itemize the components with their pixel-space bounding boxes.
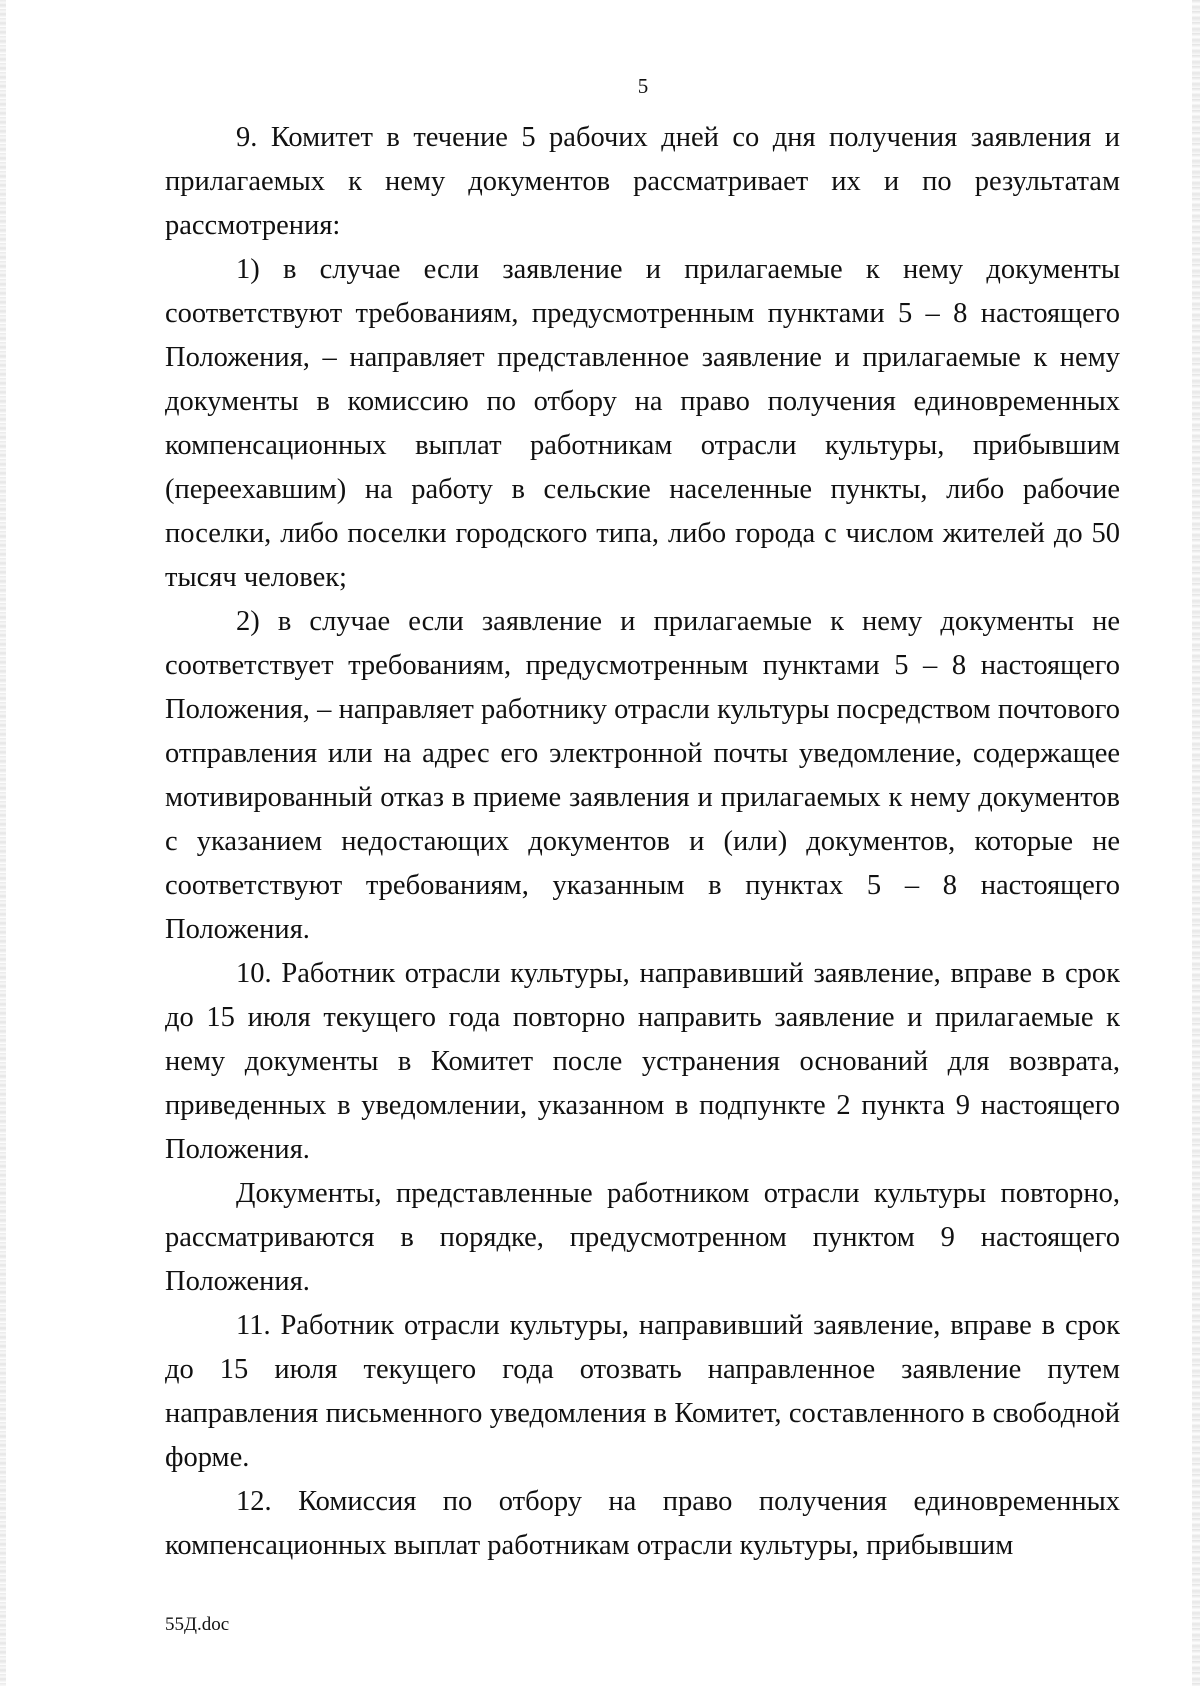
page-number: 5: [637, 74, 649, 98]
scan-edge-left: [0, 0, 6, 1686]
paragraph-9-subitem-1: 1) в случае если заявление и прилагаемые к нему документы соответствуют требованиям, предусмотренным пунктами 5 – 8 настоящего Положения, – направляет представленное заявление и прилагаемые к нему документы в комиссию по отбору на право получения единовременных компенсационных выплат работникам отрасли культуры, прибывшим (переехавшим) на работу в сельские населенные пункты, либо рабочие поселки, либо поселки городского типа, либо города с числом жителей до 50 тысяч человек;: [165, 254, 1120, 593]
document-body: [165, 116, 1120, 1568]
paragraph-10: 10. Работник отрасли культуры, направивший заявление, вправе в срок до 15 июля текущего года повторно направить заявление и прилагаемые к нему документы в Комитет после устранения оснований для возврата, приведенных в уведомлении, указанном в подпункте 2 пункта 9 настоящего Положения.: [165, 958, 1120, 1165]
paragraph-11: 11. Работник отрасли культуры, направивший заявление, вправе в срок до 15 июля текущего года отозвать направленное заявление путем направления письменного уведомления в Комитет, составленного в свободной форме.: [165, 1310, 1120, 1473]
paragraph-10-continuation: Документы, представленные работником отрасли культуры повторно, рассматриваются в порядке, предусмотренном пунктом 9 настоящего Положения.: [165, 1178, 1120, 1297]
paragraph-12: 12. Комиссия по отбору на право получения единовременных компенсационных выплат работникам отрасли культуры, прибывшим: [165, 1486, 1120, 1561]
footer-file-code: 55Д.doc: [165, 1614, 230, 1635]
scan-edge-right: [1192, 0, 1200, 1686]
paragraph-9-subitem-2: 2) в случае если заявление и прилагаемые к нему документы не соответствует требованиям, предусмотренным пунктами 5 – 8 настоящего Положения, – направляет работнику отрасли культуры посредством почтового отправления или на адрес его электронной почты уведомление, содержащее мотивированный отказ в приеме заявления и прилагаемых к нему документов с указанием недостающих документов и (или) документов, которые не соответствуют требованиям, указанным в пунктах 5 – 8 настоящего Положения.: [165, 606, 1120, 945]
paragraph-9: 9. Комитет в течение 5 рабочих дней со дня получения заявления и прилагаемых к нему документов рассматривает их и по результатам рассмотрения:: [165, 122, 1120, 241]
